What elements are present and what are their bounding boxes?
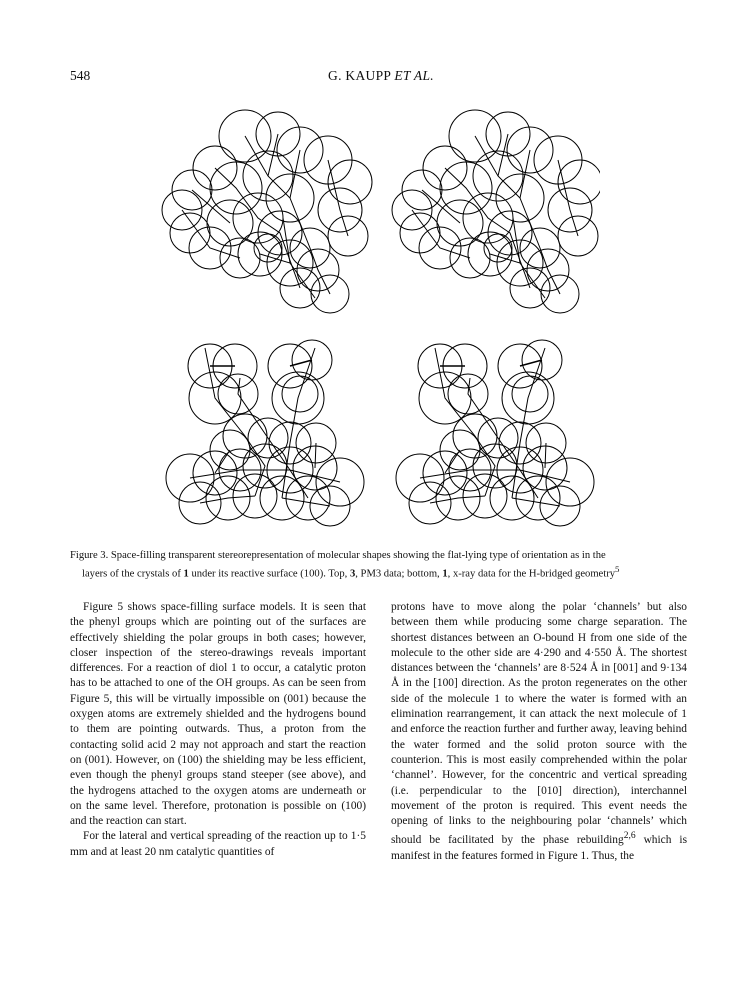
running-title-authors: G. KAUPP	[328, 68, 395, 83]
stereo-model-top-left	[162, 110, 372, 313]
caption-text-1: Space-filling transparent stereorepresentation of molecular shapes showing the flat-lying type of orientation as in the	[108, 550, 606, 561]
caption-continuation	[70, 563, 690, 581]
figure-3-stereo-models	[140, 98, 600, 540]
right-paragraph-1	[391, 600, 687, 864]
running-title	[70, 68, 692, 84]
caption-compound-3: 3	[349, 568, 356, 580]
caption-text-2a: layers of the crystals of	[82, 568, 184, 580]
caption-compound-1b: 1	[442, 568, 448, 580]
right-column	[391, 600, 687, 864]
left-column	[70, 600, 366, 860]
molecule-drawing	[140, 98, 600, 540]
caption-text-2d: , x-ray data for the H-bridged geometry	[447, 568, 616, 580]
caption-text-2b: under its reactive surface (100). Top,	[188, 568, 350, 580]
caption-compound-1: 1	[183, 568, 189, 580]
caption-text-2c: , PM3 data; bottom,	[355, 568, 443, 580]
right-text: protons have to move along the polar ‘channels’ but also between them while producing some charge separation. The shortest distances between an O-bound H from one side of the molecule to the other side are 4·290 and 4·550 Å. The shortest distances between the ‘channels’ are 8·524 Å in [001] and 9·134 Å in the [100] direction. As the proton regenerates on the other side of the molecule 1 to where the water is formed with an elimination rearrangement, it can attack the next molecule of 1 and enforce the reaction further and further away, leaving behind the water formed and the solid proton source with the counterion. This is most easily comprehended within the polar ‘channel’. However, for the concentric and vertical spreading (i.e. perpendicular to the [010] direction), interchannel movement of the proton is required. This event needs the opening of links to the neighbouring polar ‘channels’ which should be facilitated by the phase rebuilding	[391, 601, 687, 847]
stereo-model-bottom-right	[396, 340, 594, 526]
right-text-end: which is manifest in the features formed in Figure 1. Thus, the	[391, 834, 688, 862]
page-header	[70, 68, 692, 88]
left-paragraph-1: Figure 5 shows space-filling surface models. It is seen that the phenyl groups which are pointing out of the surfaces are effectively shielding the polar groups in both cases; however, closer inspection of the stereo-drawings reveals important differences. For a reaction of diol 1 to occur, a catalytic proton has to be attached to one of the OH groups. As can be seen from Figure 5, this will be virtually impossible on (001) because the oxygen atoms are extremely shielded and the hydrogens bound to them are pointing outwards. Thus, a proton from the contacting solid acid 2 may not approach and start the reaction on (001). However, on (100) the shielding may be less efficient, even though the phenyl groups stand steeper (see above), and the hydrogens attached to the oxygen atoms are underneath or on the same level. Therefore, protonation is possible on (100) and the reaction can start.	[70, 601, 366, 828]
stereo-model-top-right	[392, 110, 600, 313]
figure-caption	[70, 549, 690, 581]
running-title-etal: ET AL.	[394, 68, 434, 83]
page-number: 548	[70, 68, 91, 83]
stereo-model-bottom-left	[166, 340, 364, 526]
left-paragraph-2: For the lateral and vertical spreading of the reaction up to 1·5 mm and at least 20 nm catalytic quantities of	[70, 830, 366, 858]
caption-label: Figure 3.	[70, 550, 109, 561]
caption-reference: 5	[615, 563, 620, 574]
right-reference: 2,6	[623, 831, 636, 842]
